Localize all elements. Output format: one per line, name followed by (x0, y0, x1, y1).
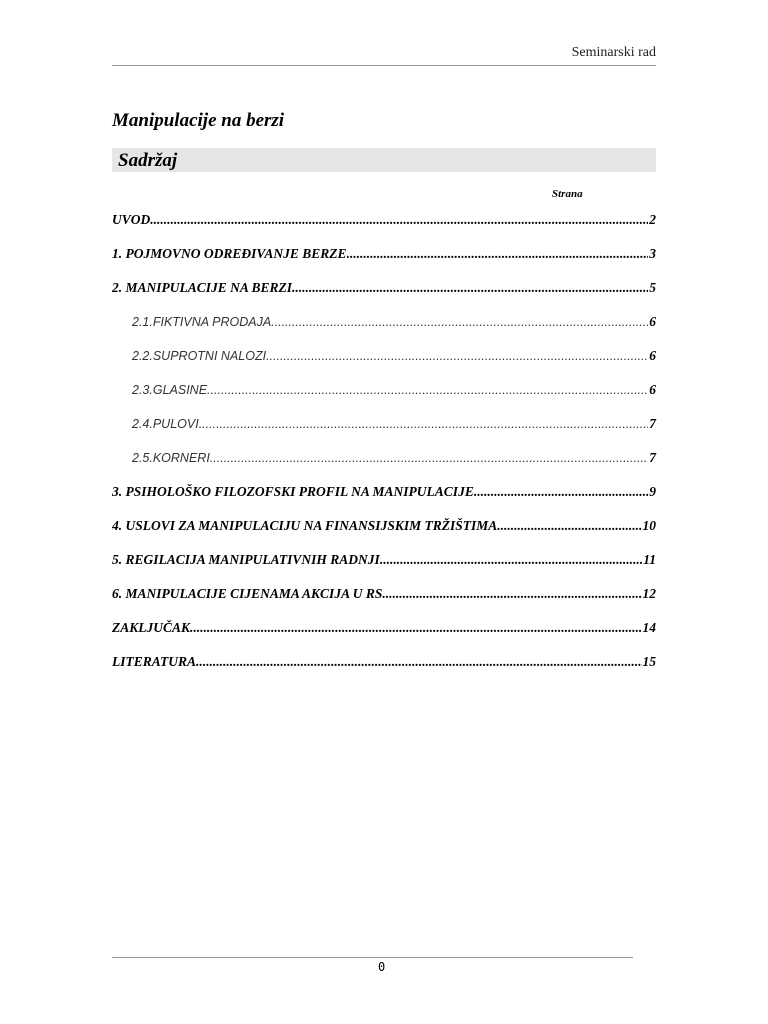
toc-entry-uslovi-za-manipulaciju[interactable] (112, 516, 656, 550)
dot-leader (292, 278, 648, 298)
toc-entry-uvod[interactable] (112, 210, 656, 244)
toc-entry-label[interactable]: 6. MANIPULACIJE CIJENAMA AKCIJA U RS (112, 586, 383, 601)
toc-entry-label[interactable]: 2.3.GLASINE (132, 383, 208, 397)
toc-entry-label[interactable]: 1. POJMOVNO ODREĐIVANJE BERZE (112, 246, 347, 261)
toc-entry-psiholosko-filozofski-profil[interactable] (112, 482, 656, 516)
toc-entry-page[interactable]: 11 (643, 552, 656, 567)
toc-entry-label[interactable]: 2.4.PULOVI (132, 417, 199, 431)
table-of-contents (112, 210, 656, 686)
dot-leader (150, 210, 648, 230)
dot-leader (382, 584, 641, 604)
toc-entry-label[interactable]: 2.5.KORNERI (132, 451, 210, 465)
toc-entry-label[interactable]: 2. MANIPULACIJE NA BERZI (112, 280, 293, 295)
dot-leader (190, 618, 641, 638)
toc-entry-korneri[interactable] (112, 448, 656, 482)
toc-entry-page[interactable]: 3 (649, 246, 656, 261)
toc-entry-page[interactable]: 6 (649, 382, 656, 397)
toc-entry-glasine[interactable] (112, 380, 656, 414)
toc-entry-label[interactable]: UVOD (112, 212, 151, 227)
toc-entry-page[interactable]: 15 (642, 654, 656, 669)
toc-entry-page[interactable]: 10 (642, 518, 656, 533)
dot-leader (196, 652, 641, 672)
dot-leader (497, 516, 641, 536)
toc-entry-manipulacije-na-berzi[interactable] (112, 278, 656, 312)
footer-divider (112, 957, 633, 958)
toc-entry-label[interactable]: LITERATURA (112, 654, 197, 669)
toc-entry-label[interactable]: 2.2.SUPROTNI NALOZI (132, 349, 267, 363)
dot-leader (474, 482, 648, 502)
toc-entry-label[interactable]: ZAKLJUČAK (112, 620, 191, 635)
toc-entry-zakljucak[interactable] (112, 618, 656, 652)
dot-leader (347, 244, 649, 264)
dot-leader (271, 312, 648, 332)
toc-entry-page[interactable]: 2 (649, 212, 656, 227)
toc-entry-suprotni-nalozi[interactable] (112, 346, 656, 380)
toc-entry-page[interactable]: 6 (649, 314, 656, 329)
toc-entry-pulovi[interactable] (112, 414, 656, 448)
toc-entry-label[interactable]: 4. USLOVI ZA MANIPULACIJU NA FINANSIJSKIM TRŽIŠTIMA (112, 518, 498, 533)
toc-entry-pojmovno-odredjivanje-berze[interactable] (112, 244, 656, 278)
header-divider (112, 65, 656, 66)
dot-leader (207, 380, 648, 400)
toc-entry-page[interactable]: 5 (649, 280, 656, 295)
dot-leader (199, 414, 649, 434)
toc-entry-regilacija-manipulativnih-radnji[interactable] (112, 550, 656, 584)
toc-entry-page[interactable]: 12 (642, 586, 656, 601)
toc-entry-page[interactable]: 9 (649, 484, 656, 499)
document-title: Manipulacije na berzi (112, 110, 285, 131)
toc-entry-page[interactable]: 14 (642, 620, 656, 635)
dot-leader (380, 550, 642, 570)
toc-entry-page[interactable]: 7 (649, 416, 656, 431)
toc-entry-label[interactable]: 3. PSIHOLOŠKO FILOZOFSKI PROFIL NA MANIPULACIJE (112, 484, 474, 499)
dot-leader (266, 346, 648, 366)
toc-entry-fiktivna-prodaja[interactable] (112, 312, 656, 346)
toc-heading-background (112, 148, 656, 172)
dot-leader (210, 448, 648, 468)
toc-heading: Sadržaj (118, 150, 178, 171)
toc-entry-page[interactable]: 7 (649, 450, 656, 465)
running-header: Seminarski rad (571, 45, 656, 60)
toc-entry-literatura[interactable] (112, 652, 656, 686)
page-number: 0 (378, 960, 386, 974)
page-column-label: Strana (552, 188, 583, 200)
toc-entry-label[interactable]: 5. REGILACIJA MANIPULATIVNIH RADNJI (112, 552, 380, 567)
toc-entry-page[interactable]: 6 (649, 348, 656, 363)
toc-entry-label[interactable]: 2.1.FIKTIVNA PRODAJA (132, 315, 272, 329)
toc-entry-manipulacije-cijenama-akcija[interactable] (112, 584, 656, 618)
